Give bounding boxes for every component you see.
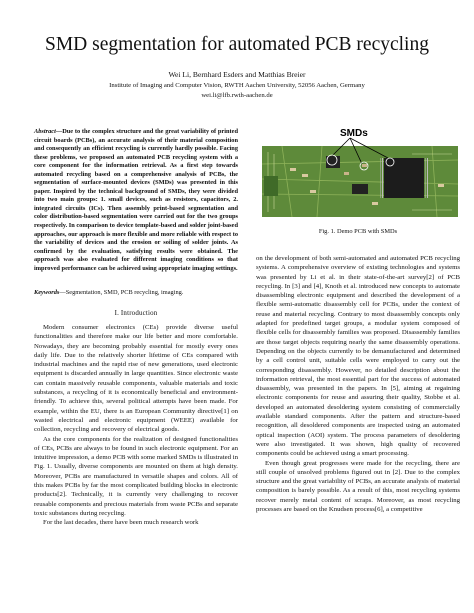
intro-paragraph-1: Modern consumer electronics (CEs) provide diverse useful functionalities and therefore make our life better and more comfortable. Nowadays, they are becoming probably essential for mostly every ones daily life. Due to the relatively shorter lifetime of CEs compared with industrial machines and the rapid rise of new generations, used electronic equipment is discarded annually in large quantities. Since electronic waste can contain massively reusable components, valuable materials and toxic substances, a recycling of it is economically beneficial and environment-friendly. To achieve this, several political attempts have been made. For example, within the EU, there is an European Community directive[1] on wasted electrical and electronic equipment (WEEE) available for collection, recycling and recovery of electrical goods. [34,324,238,434]
intro-paragraph-2: As the core components for the realization of designed functionalities of CEs, PCBs are always to be found in such electronic equipment. For an intuitive impression, a demo PCB with some marked SMDs is illustrated in Fig. 1. Usually, diverse components are mounted on them at high density. Moreover, PCBs are manufactured in versatile shapes and colors. All of this makes PCBs by far the most complicated building blocks in electronic products[2]. Technically, it is currently very challenging to recover reusable components and precious materials from waste PCBs and separate toxic substances during recycling. [34,435,238,517]
intro-paragraph-3: For the last decades, there have been much research work [43,519,199,527]
right-paragraph-2: Even though great progresses were made for the recycling, there are still couple of unsolved problems figured out in [2]. Due to the complex structure and the great variability of PCBs, an accurate analysis of material composition is barely possible. As a result of this, most recycling systems recover merely metal content of scraps. Moreover, as most recycling processes are based on the Knudsen process[6], a competitive [256,459,460,514]
abstract-label: Abstract [34,128,56,135]
ic-chip [384,158,424,198]
figure-caption: Fig. 1. Demo PCB with SMDs [318,228,398,235]
keywords [34,289,238,298]
abstract [34,128,238,273]
paper-title: SMD segmentation for automated PCB recycling [45,34,429,55]
smd-label: SMDs [340,128,368,139]
paper-email: wei.li@lfb.rwth-aachen.de [201,92,273,99]
ic-chip-small [326,156,340,168]
keywords-label: Keywords [34,289,60,296]
paper-authors: Wei Li, Bernhard Esders and Matthias Breier [168,70,306,79]
paper-affiliation: Institute of Imaging and Computer Vision, RWTH Aachen University, 52056 Aachen, Germany [109,82,365,89]
intro-text [34,323,238,528]
right-paragraph-1: on the development of both semi-automated and automated PCB recycling systems. A comprehensive overview of existing technologies and systems was presented by Li et al. in their state-of-the-art survey[2] of PCB recycling. In [3] and [4], Knoth et al. introduced new concepts to automate disassembling electronic equipment and described the development of a flexible semi-automatic disassembly cell for PCBs, under the context of reuse and material recycling. Contrary to most disassembly concepts only adapted for predefined target groups, a modular system composed of flexible cells for disassembly families was proposed. Disassembly families are those target objects requiring nearly the same disassembly operations. Depending on the objects currently to be demanufactured and determined by a cell control unit, suitable cells were employed to carry out the corresponding disassembly. However, no detailed description about the information retrieval, the most essential part for the success of automated disassembly, was presented in the papers. In [5], aiming at regaining electronic components for reuse and assuring their quality, Stobbe et al. developed an automated desoldering system consisting of commercially available standard components. After the pattern and structure-based recognition, all desoldered components are inspected using an automated optical inspection (AOI) system. The process parameters of desoldering were also investigated. It was shown, high quality of recovered components could be achieved using a smart processing. [256,255,460,458]
keywords-text: —Segmentation, SMD, PCB recycling, imaging. [59,289,184,296]
pcb-photo-icon [262,124,458,217]
right-column-text [256,254,460,514]
abstract-text: —Due to the complex structure and the great variability of printed circuit boards (PCBs), an accurate analysis of their material composition and consequently an efficient recycling is currently hardly possible. Facing these problems, we proposed an automated PCB recycling system with a core component for the information retrieval. As a first step towards automated recycling based on a comprehensive analysis of PCBs, the segmentation of surface-mounted devices (SMDs) was presented in this paper. Inspired by the technical background of SMDs, they were divided into two main groups: 1. small devices, such as resistors, capacitors, 2. integrated circuits (ICs). Then assembly print-based segmentation and color distribution-based segmentation were carried out for the two groups respectively. In comparison to device template-based and solder joint-based approaches, our approach is more flexible and more reliable with respect to the variability of devices and the erosion or soiling of solder joints. As confirmed by the evaluation, satisfying results were obtained. The approach was also evaluated for different imaging conditions so that improved performance can be achieved using appropriate imaging settings. [34,128,238,272]
pcb-figure [262,124,458,217]
section-heading: I. Introduction [114,310,158,317]
